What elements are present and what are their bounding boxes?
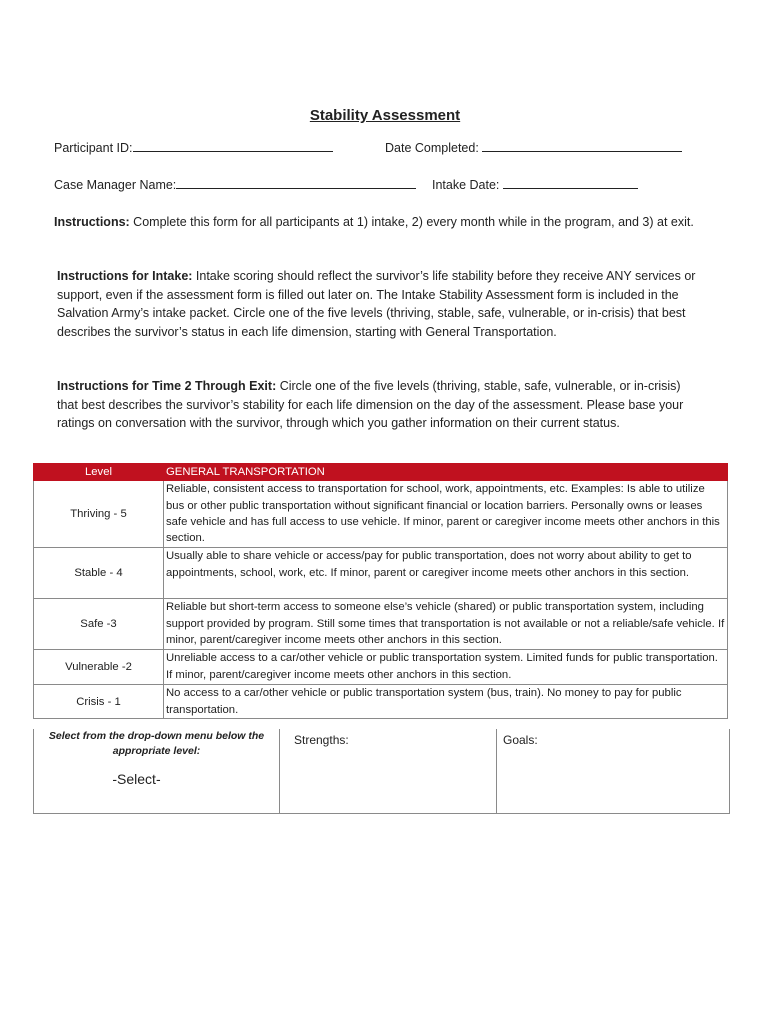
level-crisis[interactable]: Crisis - 1 xyxy=(34,685,164,719)
level-description: Unreliable access to a car/other vehicle or public transportation system. Limited funds for public transportation. If minor, parent/caregiver income meets other anchors in this section. xyxy=(164,650,728,685)
level-description: Usually able to share vehicle or access/pay for public transportation, does not worry about ability to get to appointments, school, work, etc. If minor, parent or caregiver income meets other anchors in this section. xyxy=(164,548,728,599)
level-header: Level xyxy=(34,464,164,481)
case-manager-field[interactable] xyxy=(176,175,416,189)
strengths-cell[interactable] xyxy=(280,729,497,813)
intake-instructions xyxy=(57,267,700,341)
general-instructions xyxy=(54,213,714,232)
level-select-dropdown[interactable]: -Select- xyxy=(112,771,161,787)
level-vulnerable[interactable]: Vulnerable -2 xyxy=(34,650,164,685)
level-description: Reliable, consistent access to transportation for school, work, appointments, etc. Examples: Is able to utilize bus or other public transportation without significant financial or location barriers. Personally owns or leases safe vehicle and has full access to use vehicle. If minor, parent or caregiver income meets other anchors in this section. xyxy=(164,481,728,548)
level-description: Reliable but short-term access to someone else’s vehicle (shared) or public transportation system, including support provided by program. Still some times that transportation is not available or not a reliable/safe vehicle. If minor, parent/caregiver income meets other anchors in this section. xyxy=(164,599,728,650)
level-thriving[interactable]: Thriving - 5 xyxy=(34,481,164,548)
goals-cell[interactable] xyxy=(497,729,729,813)
participant-id-label: Participant ID: xyxy=(54,141,133,155)
case-manager-label: Case Manager Name: xyxy=(54,178,177,192)
table-row[interactable] xyxy=(34,685,728,719)
table-header-row xyxy=(34,464,728,481)
date-completed-row xyxy=(385,138,682,155)
dimension-header: GENERAL TRANSPORTATION xyxy=(164,464,728,481)
select-cell xyxy=(34,729,280,813)
general-instructions-text: Complete this form for all participants at 1) intake, 2) every month while in the program, and 3) at exit. xyxy=(129,215,694,229)
case-manager-row xyxy=(54,175,416,192)
table-row[interactable] xyxy=(34,599,728,650)
transportation-table xyxy=(33,463,728,719)
time2-instructions-label: Instructions for Time 2 Through Exit: xyxy=(57,379,277,393)
level-stable[interactable]: Stable - 4 xyxy=(34,548,164,599)
date-completed-label: Date Completed: xyxy=(385,141,479,155)
page-title: Stability Assessment xyxy=(309,107,461,124)
participant-id-row xyxy=(54,138,333,155)
general-instructions-label: Instructions: xyxy=(54,215,130,229)
level-description: No access to a car/other vehicle or public transportation system (bus, train). No money to pay for public transportation. xyxy=(164,685,728,719)
intake-instructions-text: Intake scoring should reflect the survivor’s life stability before they receive ANY services or support, even if the assessment form is filled out later on. The Intake Stability Assessment form is included in the Salvation Army’s intake packet. Circle one of the five levels (thriving, stable, safe, vulnerable, or in-crisis) that best describes the survivor’s status in each life dimension, starting with General Transportation. xyxy=(57,269,696,339)
table-row[interactable] xyxy=(34,548,728,599)
participant-id-field[interactable] xyxy=(133,138,333,152)
assessment-footer xyxy=(33,729,730,814)
time2-instructions-text: Circle one of the five levels (thriving, stable, safe, vulnerable, or in-crisis) that best describes the survivor’s stability for each life dimension on the day of the assessment. Please base your ratings on conversation with the survivor, through which you gather information on their current status. xyxy=(57,379,684,430)
date-completed-field[interactable] xyxy=(482,138,682,152)
intake-instructions-label: Instructions for Intake: xyxy=(57,269,193,283)
select-instruction: Select from the drop-down menu below the appropriate level: xyxy=(48,730,265,757)
table-row[interactable] xyxy=(34,481,728,548)
goals-label: Goals: xyxy=(503,733,538,747)
strengths-label: Strengths: xyxy=(294,733,349,747)
intake-date-field[interactable] xyxy=(503,175,638,189)
time2-instructions xyxy=(57,377,700,433)
intake-date-row xyxy=(432,175,638,192)
level-safe[interactable]: Safe -3 xyxy=(34,599,164,650)
table-row[interactable] xyxy=(34,650,728,685)
intake-date-label: Intake Date: xyxy=(432,178,500,192)
